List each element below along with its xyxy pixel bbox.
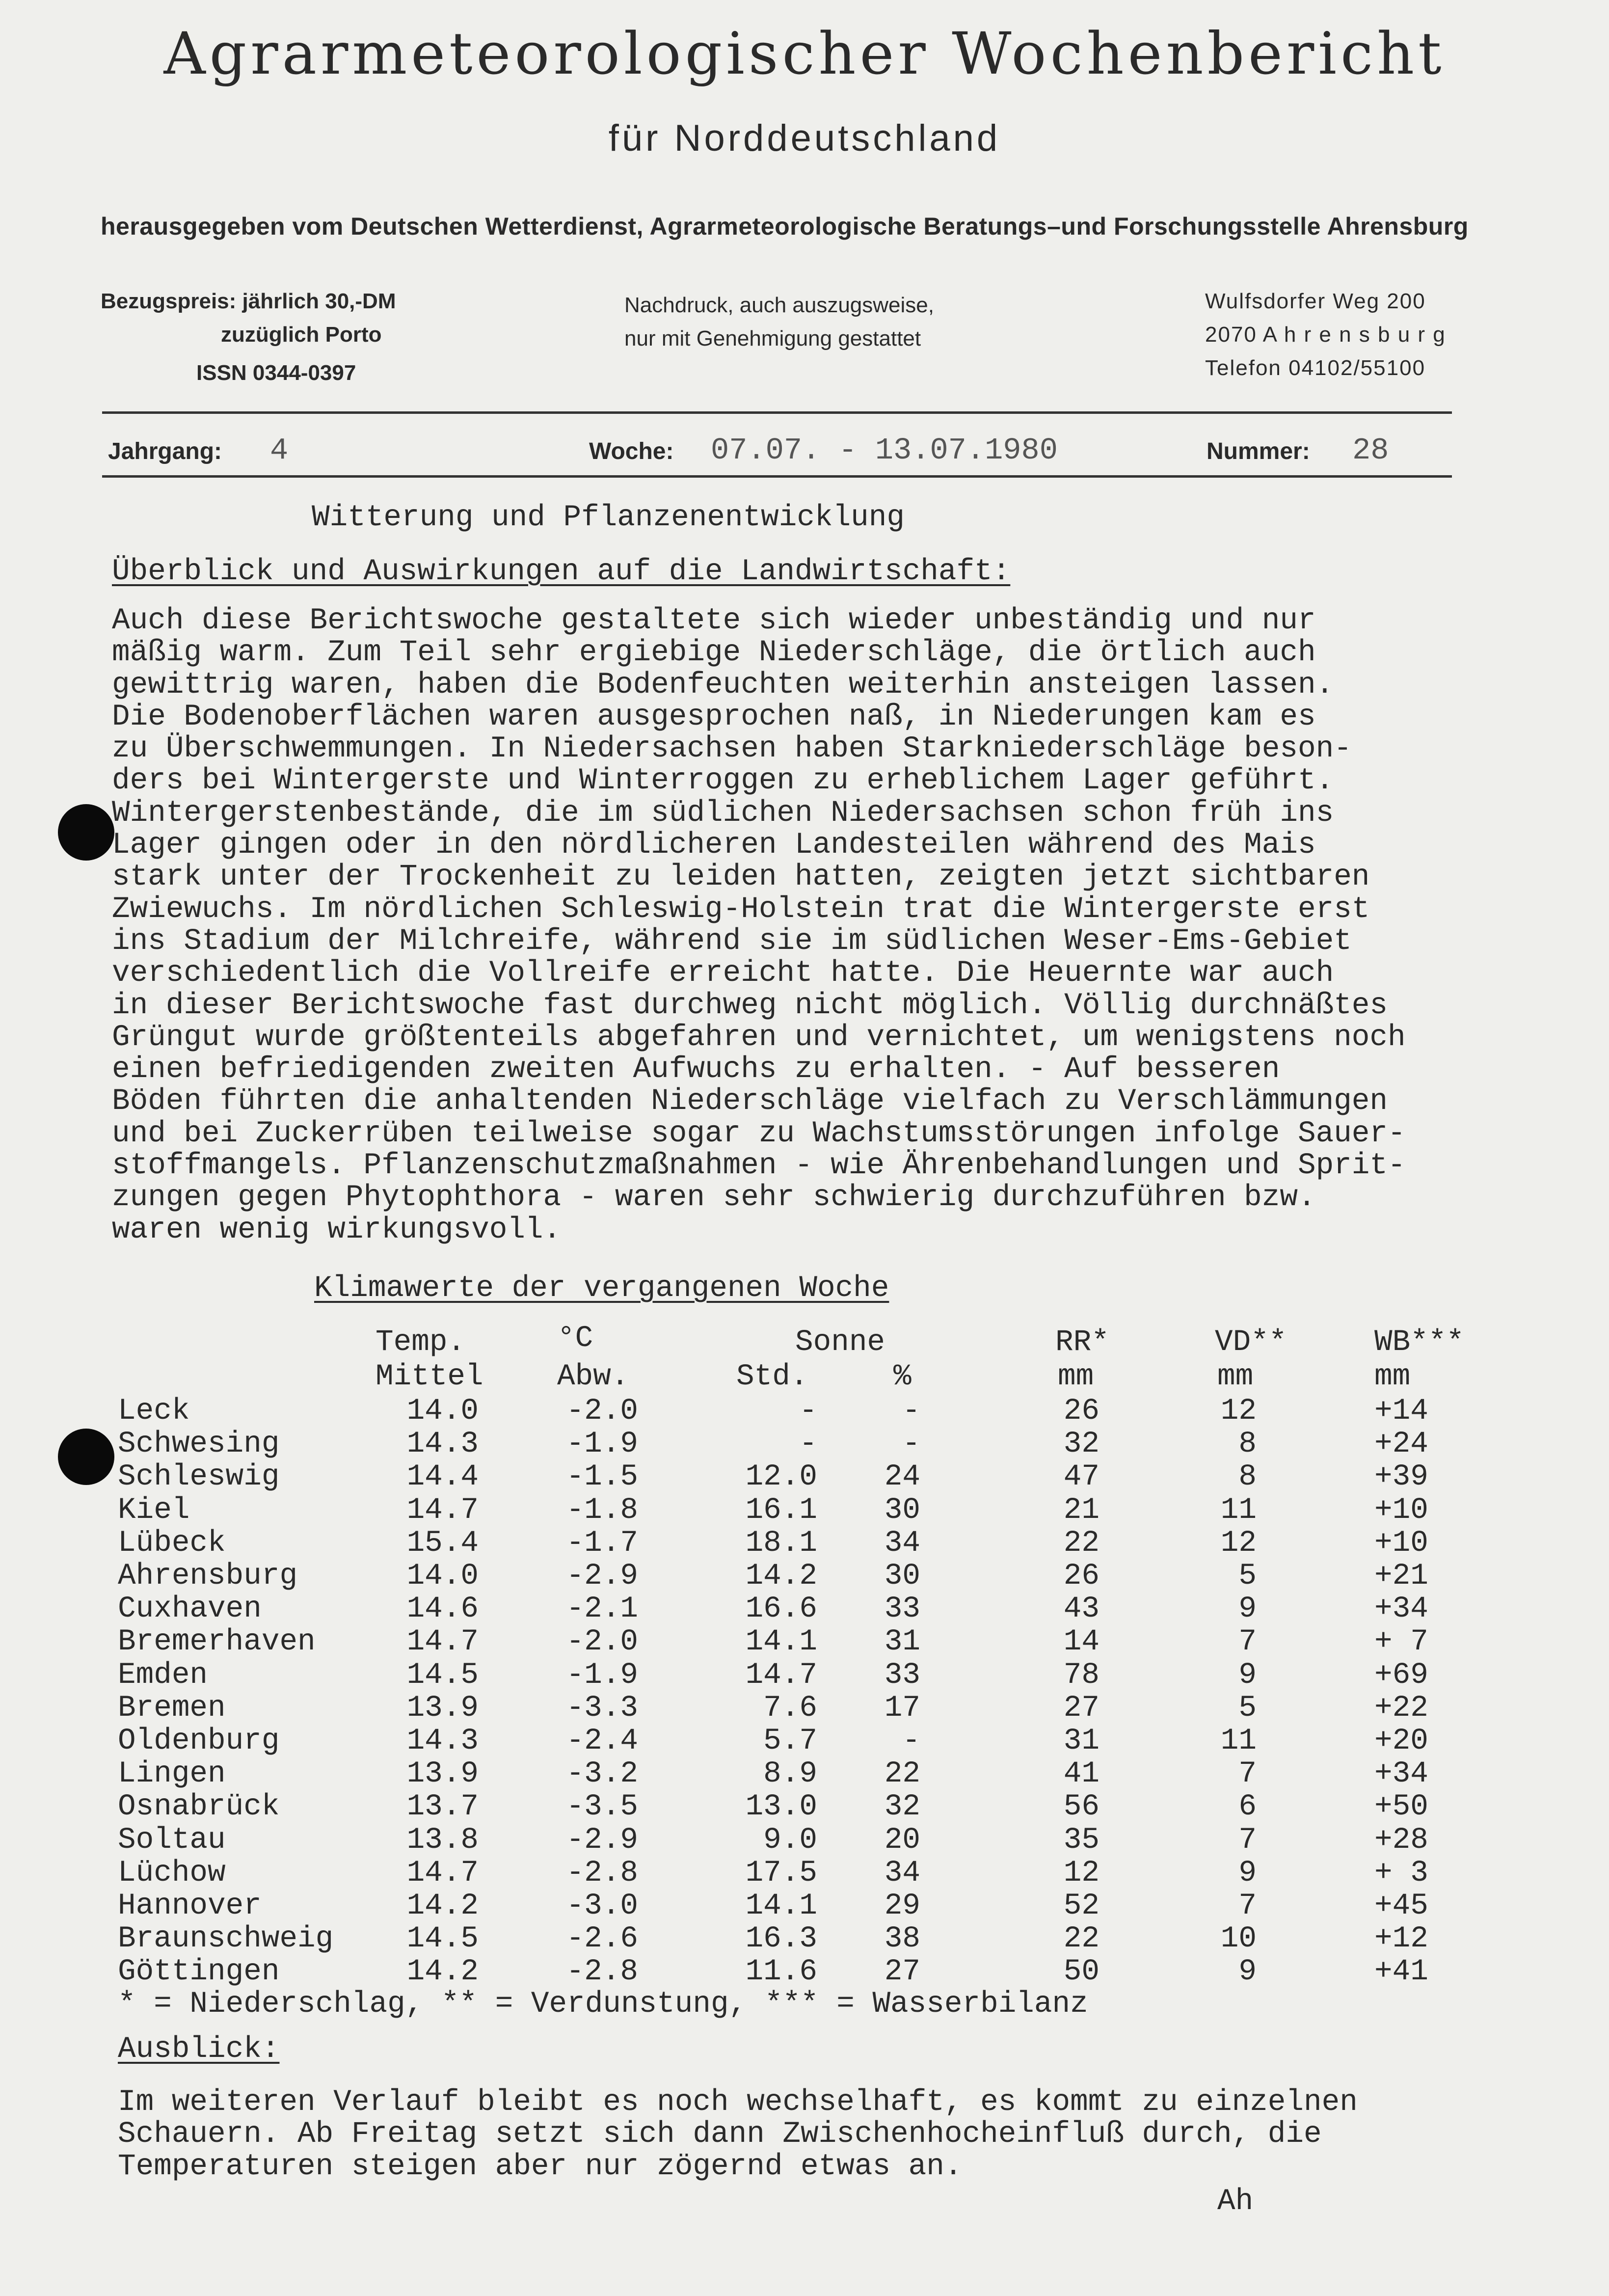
climate-heading: Klimawerte der vergangenen Woche — [314, 1271, 889, 1305]
cell-wb: +50 — [1374, 1790, 1428, 1824]
col-sonne-header: Sonne — [795, 1325, 885, 1359]
overview-line: einen befriedigenden zweiten Aufwuchs zu erhalten. - Auf besseren — [112, 1053, 1280, 1087]
issn: ISSN 0344-0397 — [196, 361, 356, 385]
cell-temp: 13.9 — [406, 1691, 479, 1725]
cell-wb: +10 — [1374, 1526, 1428, 1560]
cell-pct: 31 — [884, 1625, 920, 1659]
cell-std: 16.6 — [745, 1592, 817, 1626]
cell-station: Oldenburg — [118, 1724, 280, 1758]
cell-std: 16.1 — [745, 1493, 817, 1527]
cell-abw: -1.8 — [566, 1493, 638, 1527]
cell-rr: 35 — [1063, 1823, 1099, 1857]
cell-station: Göttingen — [118, 1955, 280, 1989]
col-vd-unit: mm — [1217, 1360, 1254, 1394]
cell-vd: 7 — [1238, 1625, 1257, 1659]
cell-abw: -2.4 — [566, 1724, 638, 1758]
cell-temp: 14.3 — [406, 1724, 479, 1758]
cell-vd: 5 — [1238, 1559, 1257, 1593]
cell-abw: -3.3 — [566, 1691, 638, 1725]
overview-line: Auch diese Berichtswoche gestaltete sich wieder unbeständig und nur — [112, 604, 1316, 638]
cell-rr: 27 — [1063, 1691, 1099, 1725]
woche-value: 07.07. - 13.07.1980 — [711, 433, 1058, 468]
table-row — [0, 1757, 1609, 1789]
cell-wb: +12 — [1374, 1922, 1428, 1956]
overview-text — [112, 605, 1575, 1246]
cell-rr: 43 — [1063, 1592, 1099, 1626]
cell-wb: +20 — [1374, 1724, 1428, 1758]
cell-std: 18.1 — [745, 1526, 817, 1560]
cell-wb: +14 — [1374, 1394, 1428, 1428]
jahrgang-label: Jahrgang: — [108, 438, 222, 464]
cell-station: Schwesing — [118, 1427, 280, 1461]
cell-vd: 9 — [1238, 1955, 1257, 1989]
cell-temp: 15.4 — [406, 1526, 479, 1560]
cell-std: 14.7 — [745, 1658, 817, 1692]
cell-abw: -1.7 — [566, 1526, 638, 1560]
cell-vd: 12 — [1220, 1526, 1257, 1560]
cell-rr: 12 — [1063, 1856, 1099, 1890]
cell-vd: 10 — [1220, 1922, 1257, 1956]
cell-wb: +39 — [1374, 1460, 1428, 1494]
cell-wb: + 3 — [1374, 1856, 1428, 1890]
cell-pct: 29 — [884, 1889, 920, 1923]
cell-abw: -2.0 — [566, 1394, 638, 1428]
cell-std: 11.6 — [745, 1955, 817, 1989]
overview-line: ins Stadium der Milchreife, während sie im südlichen Weser-Ems-Gebiet — [112, 924, 1352, 958]
address-phone: Telefon 04102/55100 — [1205, 356, 1426, 380]
cell-wb: +22 — [1374, 1691, 1428, 1725]
overview-line: zu Überschwemmungen. In Niedersachsen haben Starkniederschläge beson- — [112, 732, 1352, 766]
cell-station: Osnabrück — [118, 1790, 280, 1824]
cell-rr: 31 — [1063, 1724, 1099, 1758]
punch-hole-upper — [58, 804, 114, 861]
table-row — [0, 1460, 1609, 1492]
cell-temp: 14.5 — [406, 1922, 479, 1956]
cell-wb: +69 — [1374, 1658, 1428, 1692]
cell-station: Emden — [118, 1658, 208, 1692]
cell-rr: 22 — [1063, 1922, 1099, 1956]
cell-std: 7.6 — [763, 1691, 817, 1725]
cell-std: 13.0 — [745, 1790, 817, 1824]
climate-legend: * = Niederschlag, ** = Verdunstung, *** = Wasserbilanz — [118, 1987, 1088, 2021]
cell-pct: 27 — [884, 1955, 920, 1989]
overview-heading: Überblick und Auswirkungen auf die Landwirtschaft: — [112, 555, 1011, 589]
cell-rr: 50 — [1063, 1955, 1099, 1989]
cell-rr: 78 — [1063, 1658, 1099, 1692]
cell-temp: 13.8 — [406, 1823, 479, 1857]
cell-station: Lübeck — [118, 1526, 226, 1560]
cell-rr: 47 — [1063, 1460, 1099, 1494]
issue-rule-top — [102, 411, 1452, 414]
cell-std: - — [799, 1394, 817, 1428]
col-abw-header: Abw. — [557, 1360, 629, 1394]
cell-station: Ahrensburg — [118, 1559, 298, 1593]
overview-line: in dieser Berichtswoche fast durchweg nicht möglich. Völlig durchnäßtes — [112, 988, 1388, 1023]
cell-vd: 8 — [1238, 1460, 1257, 1494]
overview-line: und bei Zuckerrüben teilweise sogar zu Wachstumsstörungen infolge Sauer- — [112, 1116, 1406, 1151]
cell-pct: 17 — [884, 1691, 920, 1725]
cell-std: 14.1 — [745, 1625, 817, 1659]
cell-station: Bremen — [118, 1691, 226, 1725]
cell-temp: 14.7 — [406, 1493, 479, 1527]
cell-vd: 7 — [1238, 1757, 1257, 1791]
outlook-heading: Ausblick: — [118, 2032, 280, 2066]
cell-temp: 14.6 — [406, 1592, 479, 1626]
cell-temp: 14.4 — [406, 1460, 479, 1494]
cell-std: 17.5 — [745, 1856, 817, 1890]
table-row — [0, 1427, 1609, 1459]
cell-rr: 22 — [1063, 1526, 1099, 1560]
col-rr-header: RR* — [1055, 1325, 1109, 1359]
cell-rr: 21 — [1063, 1493, 1099, 1527]
address-street: Wulfsdorfer Weg 200 — [1205, 289, 1426, 313]
cell-abw: -2.0 — [566, 1625, 638, 1659]
overview-line: Zwiewuchs. Im nördlichen Schleswig-Holstein trat die Wintergerste erst — [112, 892, 1370, 926]
cell-rr: 26 — [1063, 1394, 1099, 1428]
cell-abw: -2.8 — [566, 1955, 638, 1989]
cell-station: Cuxhaven — [118, 1592, 262, 1626]
cell-station: Hannover — [118, 1889, 262, 1923]
cell-std: 14.2 — [745, 1559, 817, 1593]
cell-abw: -2.8 — [566, 1856, 638, 1890]
cell-vd: 11 — [1220, 1724, 1257, 1758]
cell-std: 16.3 — [745, 1922, 817, 1956]
reprint-line-2: nur mit Genehmigung gestattet — [624, 326, 921, 351]
cell-temp: 14.0 — [406, 1394, 479, 1428]
cell-pct: 22 — [884, 1757, 920, 1791]
cell-temp: 14.3 — [406, 1427, 479, 1461]
table-row — [0, 1658, 1609, 1691]
cell-station: Lingen — [118, 1757, 226, 1791]
overview-line: stark unter der Trockenheit zu leiden hatten, zeigten jetzt sichtbaren — [112, 860, 1370, 894]
cell-rr: 32 — [1063, 1427, 1099, 1461]
cell-vd: 12 — [1220, 1394, 1257, 1428]
cell-abw: -1.9 — [566, 1427, 638, 1461]
cell-std: 14.1 — [745, 1889, 817, 1923]
overview-line: gewittrig waren, haben die Bodenfeuchten weiterhin ansteigen lassen. — [112, 668, 1334, 702]
cell-pct: - — [902, 1427, 920, 1461]
outlook-line: Im weiteren Verlauf bleibt es noch wechselhaft, es kommt zu einzelnen — [118, 2085, 1358, 2119]
price-line: Bezugspreis: jährlich 30,-DM — [101, 289, 396, 313]
author-signature: Ah — [1217, 2185, 1254, 2218]
table-row — [0, 1592, 1609, 1624]
cell-pct: 33 — [884, 1592, 920, 1626]
jahrgang-value: 4 — [270, 433, 289, 468]
table-row — [0, 1724, 1609, 1756]
section-title: Witterung und Pflanzenentwicklung — [312, 501, 905, 535]
cell-vd: 9 — [1238, 1592, 1257, 1626]
cell-abw: -3.2 — [566, 1757, 638, 1791]
table-row — [0, 1559, 1609, 1592]
cell-station: Braunschweig — [118, 1922, 334, 1956]
cell-station: Soltau — [118, 1823, 226, 1857]
table-row — [0, 1889, 1609, 1921]
overview-line: Die Bodenoberflächen waren ausgesprochen naß, in Niederungen kam es — [112, 700, 1316, 734]
cell-std: 5.7 — [763, 1724, 817, 1758]
cell-wb: +28 — [1374, 1823, 1428, 1857]
cell-std: 12.0 — [745, 1460, 817, 1494]
climate-header-row-1 — [0, 1322, 1609, 1359]
col-temp-header: Temp. — [375, 1325, 466, 1359]
cell-temp: 14.2 — [406, 1955, 479, 1989]
table-row — [0, 1922, 1609, 1954]
cell-vd: 5 — [1238, 1691, 1257, 1725]
cell-wb: +24 — [1374, 1427, 1428, 1461]
cell-std: 8.9 — [763, 1757, 817, 1791]
overview-line: verschiedentlich die Vollreife erreicht hatte. Die Heuernte war auch — [112, 956, 1334, 991]
cell-abw: -2.9 — [566, 1823, 638, 1857]
table-row — [0, 1394, 1609, 1427]
cell-pct: 20 — [884, 1823, 920, 1857]
publisher-address — [1205, 285, 1446, 385]
punch-hole-lower — [58, 1429, 114, 1485]
report-subtitle: für Norddeutschland — [608, 117, 1001, 159]
reprint-line-1: Nachdruck, auch auszugsweise, — [624, 293, 934, 317]
cell-temp: 13.9 — [406, 1757, 479, 1791]
cell-wb: +45 — [1374, 1889, 1428, 1923]
cell-pct: 32 — [884, 1790, 920, 1824]
cell-abw: -3.0 — [566, 1889, 638, 1923]
cell-station: Leck — [118, 1394, 190, 1428]
cell-vd: 7 — [1238, 1823, 1257, 1857]
cell-vd: 11 — [1220, 1493, 1257, 1527]
cell-rr: 56 — [1063, 1790, 1099, 1824]
cell-rr: 26 — [1063, 1559, 1099, 1593]
cell-wb: +34 — [1374, 1592, 1428, 1626]
overview-line: zungen gegen Phytophthora - waren sehr schwierig durchzuführen bzw. — [112, 1181, 1316, 1215]
cell-rr: 41 — [1063, 1757, 1099, 1791]
cell-abw: -3.5 — [566, 1790, 638, 1824]
cell-station: Bremerhaven — [118, 1625, 316, 1659]
outlook-text — [118, 2086, 1358, 2183]
col-wb-header: WB*** — [1374, 1325, 1465, 1359]
woche-label: Woche: — [589, 438, 674, 464]
nummer-label: Nummer: — [1207, 438, 1310, 464]
porto-line: zuzüglich Porto — [221, 323, 382, 347]
table-row — [0, 1823, 1609, 1856]
cell-rr: 14 — [1063, 1625, 1099, 1659]
cell-vd: 8 — [1238, 1427, 1257, 1461]
reprint-notice — [624, 289, 934, 355]
overview-line: stoffmangels. Pflanzenschutzmaßnahmen - wie Ährenbehandlungen und Sprit- — [112, 1149, 1406, 1183]
cell-pct: 34 — [884, 1526, 920, 1560]
col-std-header: Std. — [736, 1360, 808, 1394]
col-vd-header: VD** — [1215, 1325, 1287, 1359]
cell-temp: 13.7 — [406, 1790, 479, 1824]
cell-pct: - — [902, 1394, 920, 1428]
cell-abw: -2.1 — [566, 1592, 638, 1626]
cell-rr: 52 — [1063, 1889, 1099, 1923]
cell-vd: 7 — [1238, 1889, 1257, 1923]
cell-temp: 14.5 — [406, 1658, 479, 1692]
col-unit-header: °C — [557, 1322, 593, 1355]
col-mittel-header: Mittel — [375, 1360, 483, 1394]
col-wb-unit: mm — [1374, 1360, 1411, 1394]
cell-vd: 9 — [1238, 1856, 1257, 1890]
cell-abw: -2.6 — [566, 1922, 638, 1956]
price-info — [101, 285, 396, 390]
cell-pct: 30 — [884, 1493, 920, 1527]
outlook-line: Schauern. Ab Freitag setzt sich dann Zwischenhocheinfluß durch, die — [118, 2117, 1322, 2152]
table-row — [0, 1526, 1609, 1559]
report-title: Agrarmeteorologischer Wochenbericht — [163, 20, 1446, 87]
cell-wb: + 7 — [1374, 1625, 1428, 1659]
table-row — [0, 1856, 1609, 1889]
cell-station: Kiel — [118, 1493, 190, 1527]
nummer-value: 28 — [1352, 433, 1389, 468]
cell-temp: 14.7 — [406, 1856, 479, 1890]
issue-rule-bottom — [102, 475, 1452, 478]
publisher-line: herausgegeben vom Deutschen Wetterdienst, Agrarmeteorologische Beratungs–und Forschungsstelle Ahrensburg — [101, 213, 1469, 240]
cell-pct: 38 — [884, 1922, 920, 1956]
address-city: 2070 A h r e n s b u r g — [1205, 323, 1446, 347]
overview-line: ders bei Wintergerste und Winterroggen zu erheblichem Lager geführt. — [112, 764, 1334, 798]
table-row — [0, 1790, 1609, 1822]
cell-wb: +10 — [1374, 1493, 1428, 1527]
outlook-line: Temperaturen steigen aber nur zögernd etwas an. — [118, 2149, 963, 2184]
table-row — [0, 1625, 1609, 1657]
col-rr-unit: mm — [1058, 1360, 1094, 1394]
cell-wb: +34 — [1374, 1757, 1428, 1791]
cell-vd: 9 — [1238, 1658, 1257, 1692]
cell-std: - — [799, 1427, 817, 1461]
cell-wb: +41 — [1374, 1955, 1428, 1989]
cell-wb: +21 — [1374, 1559, 1428, 1593]
cell-abw: -2.9 — [566, 1559, 638, 1593]
cell-std: 9.0 — [763, 1823, 817, 1857]
cell-pct: - — [902, 1724, 920, 1758]
overview-line: Wintergerstenbestände, die im südlichen Niedersachsen schon früh ins — [112, 796, 1334, 830]
col-pct-header: % — [893, 1360, 912, 1394]
cell-temp: 14.0 — [406, 1559, 479, 1593]
table-row — [0, 1691, 1609, 1724]
cell-station: Schleswig — [118, 1460, 280, 1494]
overview-line: mäßig warm. Zum Teil sehr ergiebige Niederschläge, die örtlich auch — [112, 636, 1316, 670]
cell-temp: 14.2 — [406, 1889, 479, 1923]
cell-abw: -1.5 — [566, 1460, 638, 1494]
table-row — [0, 1955, 1609, 1987]
climate-header-row-2 — [0, 1360, 1609, 1392]
overview-line: Lager gingen oder in den nördlicheren Landesteilen während des Mais — [112, 828, 1316, 863]
cell-vd: 6 — [1238, 1790, 1257, 1824]
cell-pct: 30 — [884, 1559, 920, 1593]
cell-pct: 34 — [884, 1856, 920, 1890]
cell-pct: 33 — [884, 1658, 920, 1692]
overview-line: waren wenig wirkungsvoll. — [112, 1213, 562, 1247]
table-row — [0, 1493, 1609, 1526]
overview-line: Böden führten die anhaltenden Niederschläge vielfach zu Verschlämmungen — [112, 1084, 1388, 1119]
cell-abw: -1.9 — [566, 1658, 638, 1692]
cell-station: Lüchow — [118, 1856, 226, 1890]
overview-line: Grüngut wurde größtenteils abgefahren und vernichtet, um wenigstens noch — [112, 1020, 1406, 1054]
cell-temp: 14.7 — [406, 1625, 479, 1659]
cell-pct: 24 — [884, 1460, 920, 1494]
